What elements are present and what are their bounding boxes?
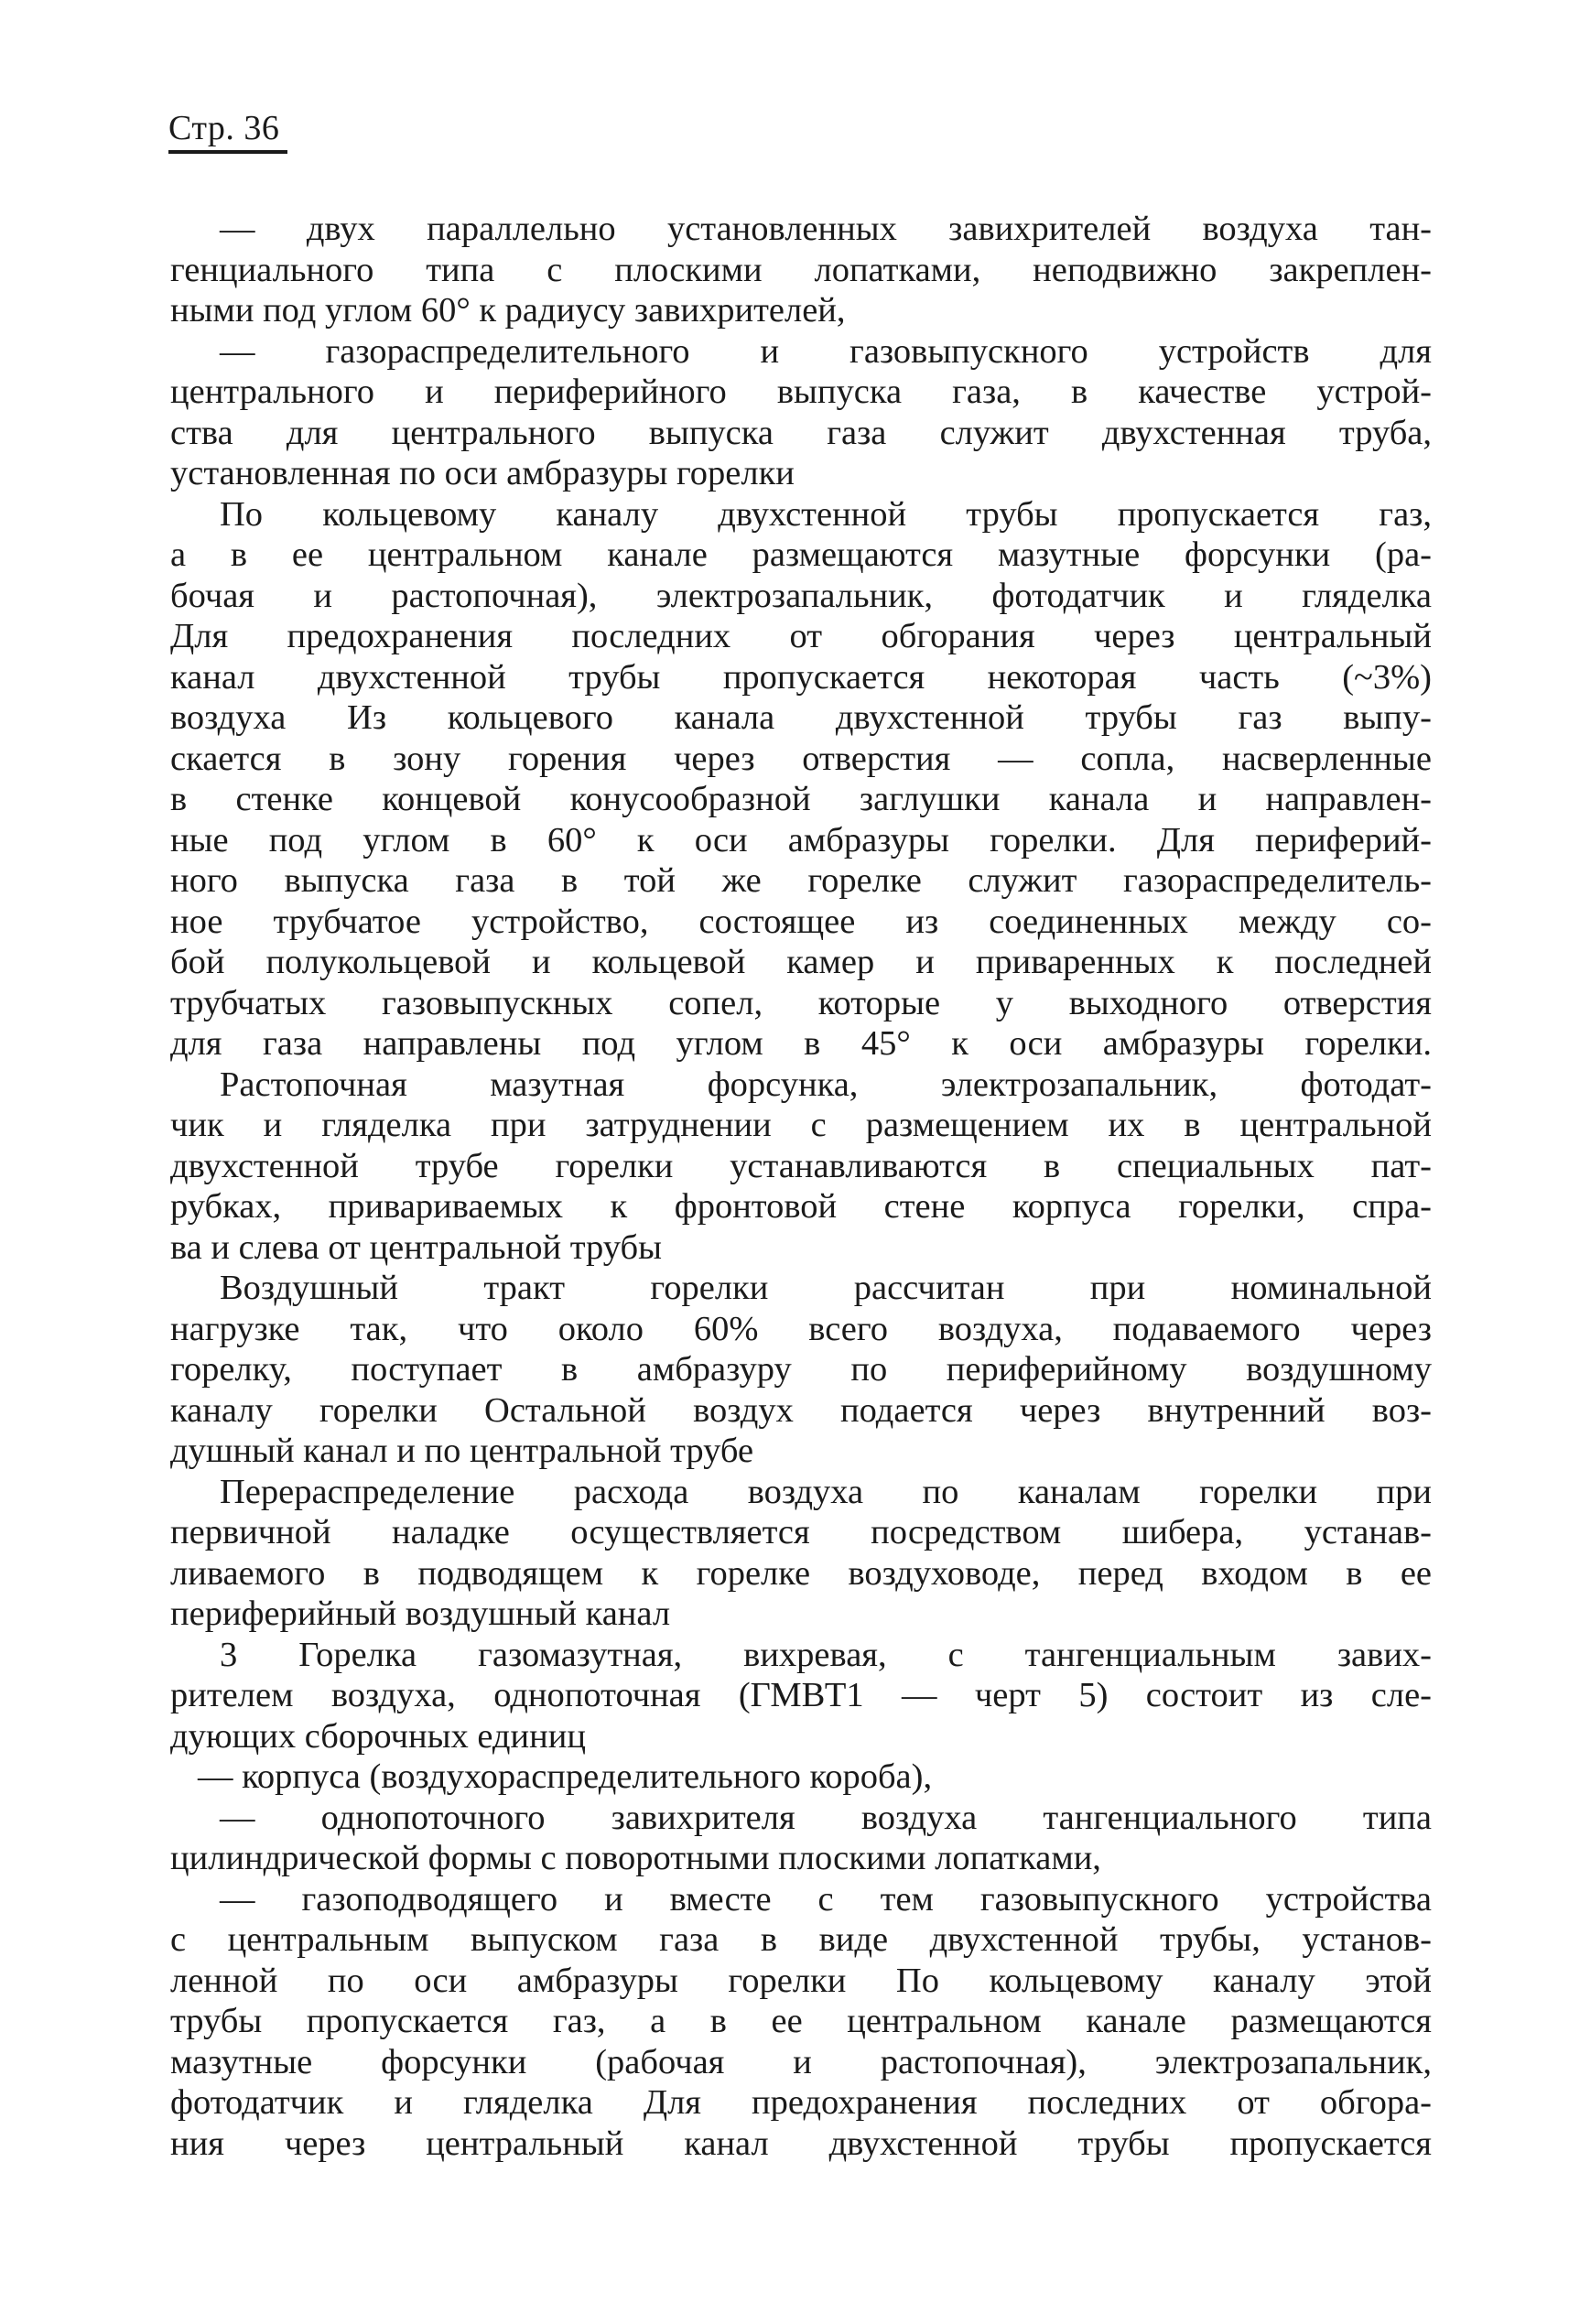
text-line: ва и слева от центральной трубы [170, 1227, 662, 1267]
text-line: чик и гляделка при затруднении с размещением их в центральной [170, 1106, 1432, 1144]
text-line: бочая и растопочная), электрозапальник, фотодатчик и гляделка [170, 576, 1432, 615]
text-line: ленной по оси амбразуры горелки По кольцевому каналу этой [170, 1961, 1432, 2000]
text-line: в стенке концевой конусообразной заглушки канала и направлен- [170, 780, 1432, 818]
text-line: мазутные форсунки (рабочая и растопочная), электрозапальник, [170, 2042, 1432, 2081]
text-line: По кольцевому каналу двухстенной трубы пропускается газ, [220, 494, 1432, 534]
text-line: трубы пропускается газ, а в ее центральном канале размещаются [170, 2002, 1432, 2040]
text-line: рубках, привариваемых к фронтовой стене корпуса горелки, спра- [170, 1187, 1432, 1226]
text-line: каналу горелки Остальной воздух подается через внутренний воз- [170, 1390, 1432, 1430]
page-number-header [168, 108, 279, 148]
text-line: горелку, поступает в амбразуру по периферийному воздушному [170, 1350, 1432, 1389]
text-line: Перераспределение расхода воздуха по каналам горелки при [220, 1472, 1432, 1511]
text-line: центрального и периферийного выпуска газа, в качестве устрой- [170, 373, 1432, 411]
text-line: — корпуса (воздухораспределительного короба), [198, 1757, 933, 1796]
page-number-label: Стр. 36 [168, 109, 280, 147]
text-line: дующих сборочных единиц [170, 1716, 586, 1756]
text-line: нагрузке так, что около 60% всего воздуха, подаваемого через [170, 1309, 1432, 1348]
text-line: трубчатых газовыпускных сопел, которые у выходного отверстия [170, 983, 1432, 1022]
text-line: 3 Горелка газомазутная, вихревая, с тангенциальным завих- [220, 1635, 1432, 1674]
text-line: ния через центральный канал двухстенной трубы пропускается [170, 2124, 1432, 2163]
document-body [170, 209, 1432, 2164]
text-line: генциального типа с плоскими лопатками, неподвижно закреплен- [170, 250, 1432, 289]
text-line: фотодатчик и гляделка Для предохранения последних от обгора- [170, 2083, 1432, 2122]
text-line: установленная по оси амбразуры горелки [170, 454, 795, 492]
text-line: скается в зону горения через отверстия — сопла, насверленные [170, 739, 1432, 778]
text-line: Для предохранения последних от обгорания через центральный [170, 617, 1432, 655]
text-line: канал двухстенной трубы пропускается некоторая часть (~3%) [170, 657, 1432, 697]
text-line: ными под углом 60° к радиусу завихрителей, [170, 291, 846, 330]
text-line: ные под углом в 60° к оси амбразуры горелки. Для периферий- [170, 820, 1432, 859]
text-line: воздуха Из кольцевого канала двухстенной трубы газ выпу- [170, 698, 1432, 737]
text-line: — двух параллельно установленных завихрителей воздуха тан- [220, 210, 1432, 248]
text-line: ливаемого в подводящем к горелке воздуховоде, перед входом в ее [170, 1553, 1432, 1593]
text-line: ного выпуска газа в той же горелке служит газораспределитель- [170, 861, 1432, 900]
text-line: бой полукольцевой и кольцевой камер и приваренных к последней [170, 943, 1432, 981]
text-line: — однопоточного завихрителя воздуха тангенциального типа [220, 1798, 1432, 1837]
text-line: — газоподводящего и вместе с тем газовыпускного устройства [220, 1879, 1432, 1919]
text-line: ное трубчатое устройство, состоящее из соединенных между со- [170, 902, 1432, 941]
text-line: первичной наладке осуществляется посредством шибера, устанав- [170, 1513, 1432, 1551]
text-line: Воздушный тракт горелки рассчитан при номинальной [220, 1269, 1432, 1307]
text-line: для газа направлены под углом в 45° к оси амбразуры горелки. [170, 1024, 1432, 1063]
text-line: Растопочная мазутная форсунка, электрозапальник, фотодат- [220, 1065, 1432, 1104]
text-line: ства для центрального выпуска газа служит двухстенная труба, [170, 413, 1432, 452]
text-line: — газораспределительного и газовыпускного устройств для [220, 331, 1432, 371]
text-line: двухстенной трубе горелки устанавливаются в специальных пат- [170, 1146, 1432, 1185]
text-line: а в ее центральном канале размещаются мазутные форсунки (ра- [170, 535, 1432, 574]
header-underline [168, 150, 287, 154]
text-line: периферийный воздушный канал [170, 1594, 671, 1633]
text-line: душный канал и по центральной трубе [170, 1432, 754, 1470]
text-line: с центральным выпуском газа в виде двухстенной трубы, установ- [170, 1920, 1432, 1959]
text-line: рителем воздуха, однопоточная (ГМВТ1 — черт 5) состоит из сле- [170, 1676, 1432, 1714]
text-line: цилиндрической формы с поворотными плоскими лопатками, [170, 1839, 1101, 1877]
